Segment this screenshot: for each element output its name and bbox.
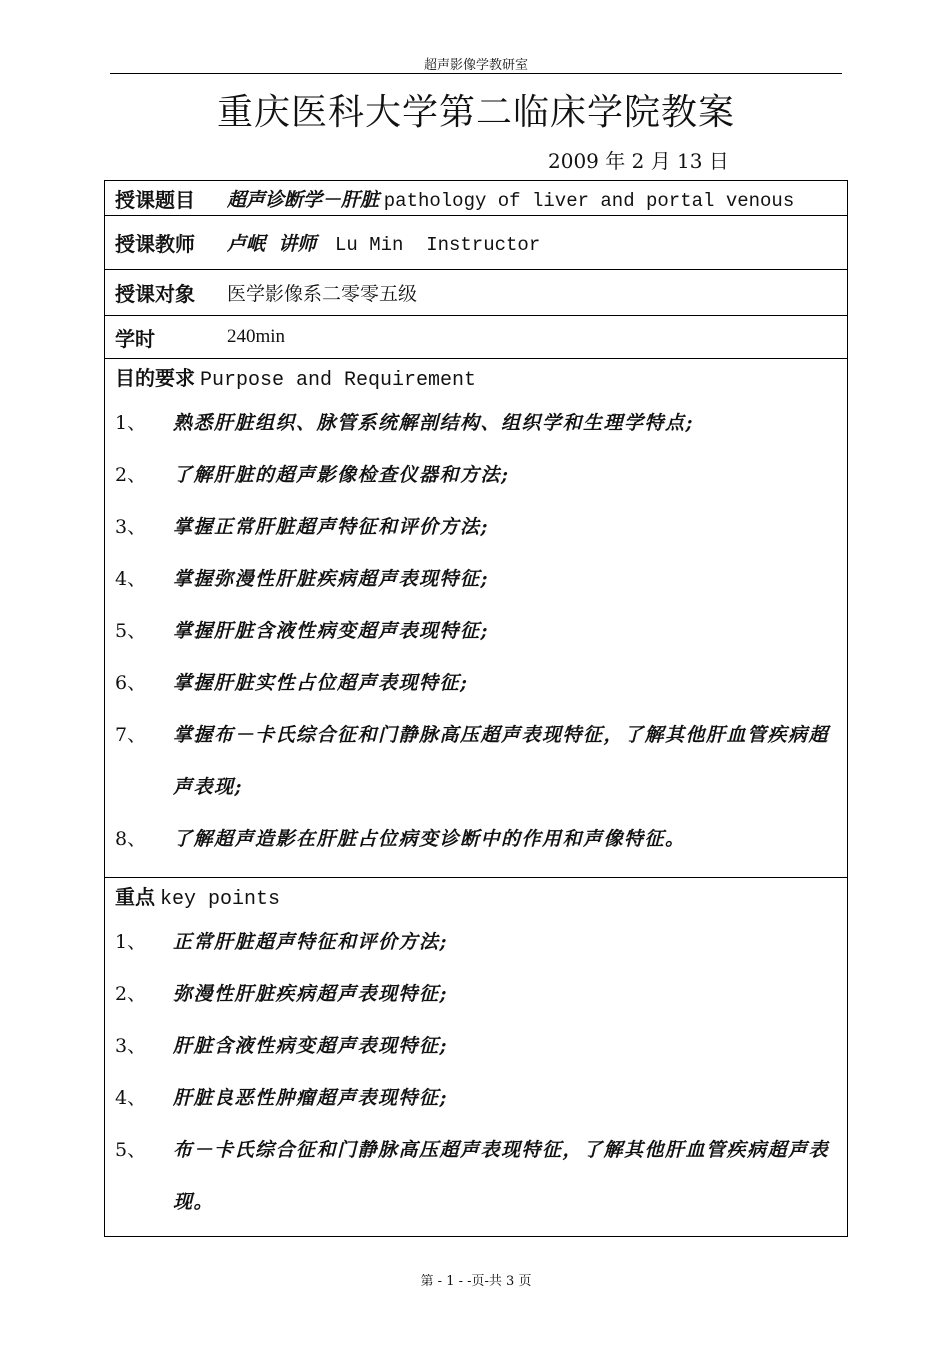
list-item-number: 1、 — [115, 931, 147, 953]
header-rule — [110, 73, 842, 74]
list-item-number: 2、 — [115, 983, 147, 1005]
value-course-topic — [227, 185, 794, 212]
value-hours: 240min — [227, 326, 286, 347]
list-item-text: 弥漫性肝脏疾病超声表现特征; — [173, 983, 449, 1005]
list-item-text: 了解超声造影在肝脏占位病变诊断中的作用和声像特征。 — [173, 828, 686, 850]
row-hours — [105, 316, 847, 359]
list-item-text: 熟悉肝脏组织、脉管系统解剖结构、组织学和生理学特点; — [173, 412, 695, 434]
list-item — [105, 657, 847, 709]
list-item-number: 6、 — [115, 672, 147, 694]
page-footer: 第 - 1 - -页-共 3 页 — [420, 1274, 532, 1289]
row-teacher — [105, 216, 847, 270]
lesson-plan-table — [104, 180, 848, 1237]
list-item — [105, 709, 847, 813]
purpose-list — [105, 397, 847, 865]
list-item-number: 4、 — [115, 568, 147, 590]
list-item-text: 正常肝脏超声特征和评价方法; — [173, 931, 449, 953]
label-hours: 学时 — [115, 326, 155, 351]
list-item-text: 掌握布－卡氏综合征和门静脉高压超声表现特征，了解其他肝血管疾病超声表现; — [173, 724, 830, 798]
row-audience — [105, 270, 847, 316]
list-item — [105, 1020, 847, 1072]
list-item-text: 肝脏含液性病变超声表现特征; — [173, 1035, 449, 1057]
document-title: 重庆医科大学第二临床学院教案 — [216, 92, 735, 133]
course-topic-en: pathology of liver and portal venous — [383, 189, 795, 212]
teacher-zh: 卢岷 讲师 — [227, 233, 317, 255]
list-item-number: 4、 — [115, 1087, 147, 1109]
section-purpose — [105, 359, 847, 878]
list-item-number: 3、 — [115, 516, 147, 538]
list-item-text: 掌握正常肝脏超声特征和评价方法; — [173, 516, 490, 538]
list-item — [105, 813, 847, 865]
list-item-number: 8、 — [115, 828, 147, 850]
list-item-text: 布－卡氏综合征和门静脉高压超声表现特征，了解其他肝血管疾病超声表现。 — [173, 1139, 830, 1213]
purpose-heading-en: Purpose and Requirement — [200, 369, 477, 392]
row-course-topic — [105, 181, 847, 216]
label-teacher: 授课教师 — [115, 232, 195, 256]
value-audience: 医学影像系二零零五级 — [227, 284, 418, 305]
list-item-text: 了解肝脏的超声影像检查仪器和方法; — [173, 464, 510, 486]
value-teacher — [227, 229, 540, 256]
list-item — [105, 1072, 847, 1124]
running-header: 超声影像学教研室 — [423, 58, 528, 73]
list-item — [105, 501, 847, 553]
list-item-number: 2、 — [115, 464, 147, 486]
document-date: 2009 年 2 月 13 日 — [548, 149, 729, 173]
label-course-topic: 授课题目 — [115, 187, 195, 212]
list-item-number: 5、 — [115, 620, 147, 642]
list-item-number: 5、 — [115, 1139, 147, 1161]
keypoints-heading-en: key points — [160, 888, 281, 911]
keypoints-heading-zh: 重点 — [115, 885, 155, 909]
list-item — [105, 449, 847, 501]
list-item-text: 掌握肝脏含液性病变超声表现特征; — [173, 620, 490, 642]
course-topic-zh: 超声诊断学－肝脏 — [227, 188, 380, 211]
list-item-text: 掌握弥漫性肝脏疾病超声表现特征; — [173, 568, 490, 590]
label-audience: 授课对象 — [115, 282, 195, 306]
list-item-number: 7、 — [115, 724, 147, 746]
purpose-heading — [105, 363, 847, 397]
keypoints-list — [105, 916, 847, 1228]
list-item — [105, 916, 847, 968]
list-item-number: 3、 — [115, 1035, 147, 1057]
list-item-number: 1、 — [115, 412, 147, 434]
list-item — [105, 1124, 847, 1228]
list-item — [105, 553, 847, 605]
teacher-en: Lu Min Instructor — [334, 234, 541, 256]
list-item — [105, 968, 847, 1020]
list-item — [105, 605, 847, 657]
keypoints-heading — [105, 882, 847, 916]
list-item-text: 掌握肝脏实性占位超声表现特征; — [173, 672, 469, 694]
list-item — [105, 397, 847, 449]
purpose-heading-zh: 目的要求 — [115, 366, 195, 390]
section-keypoints — [105, 878, 847, 1236]
list-item-text: 肝脏良恶性肿瘤超声表现特征; — [173, 1087, 449, 1109]
